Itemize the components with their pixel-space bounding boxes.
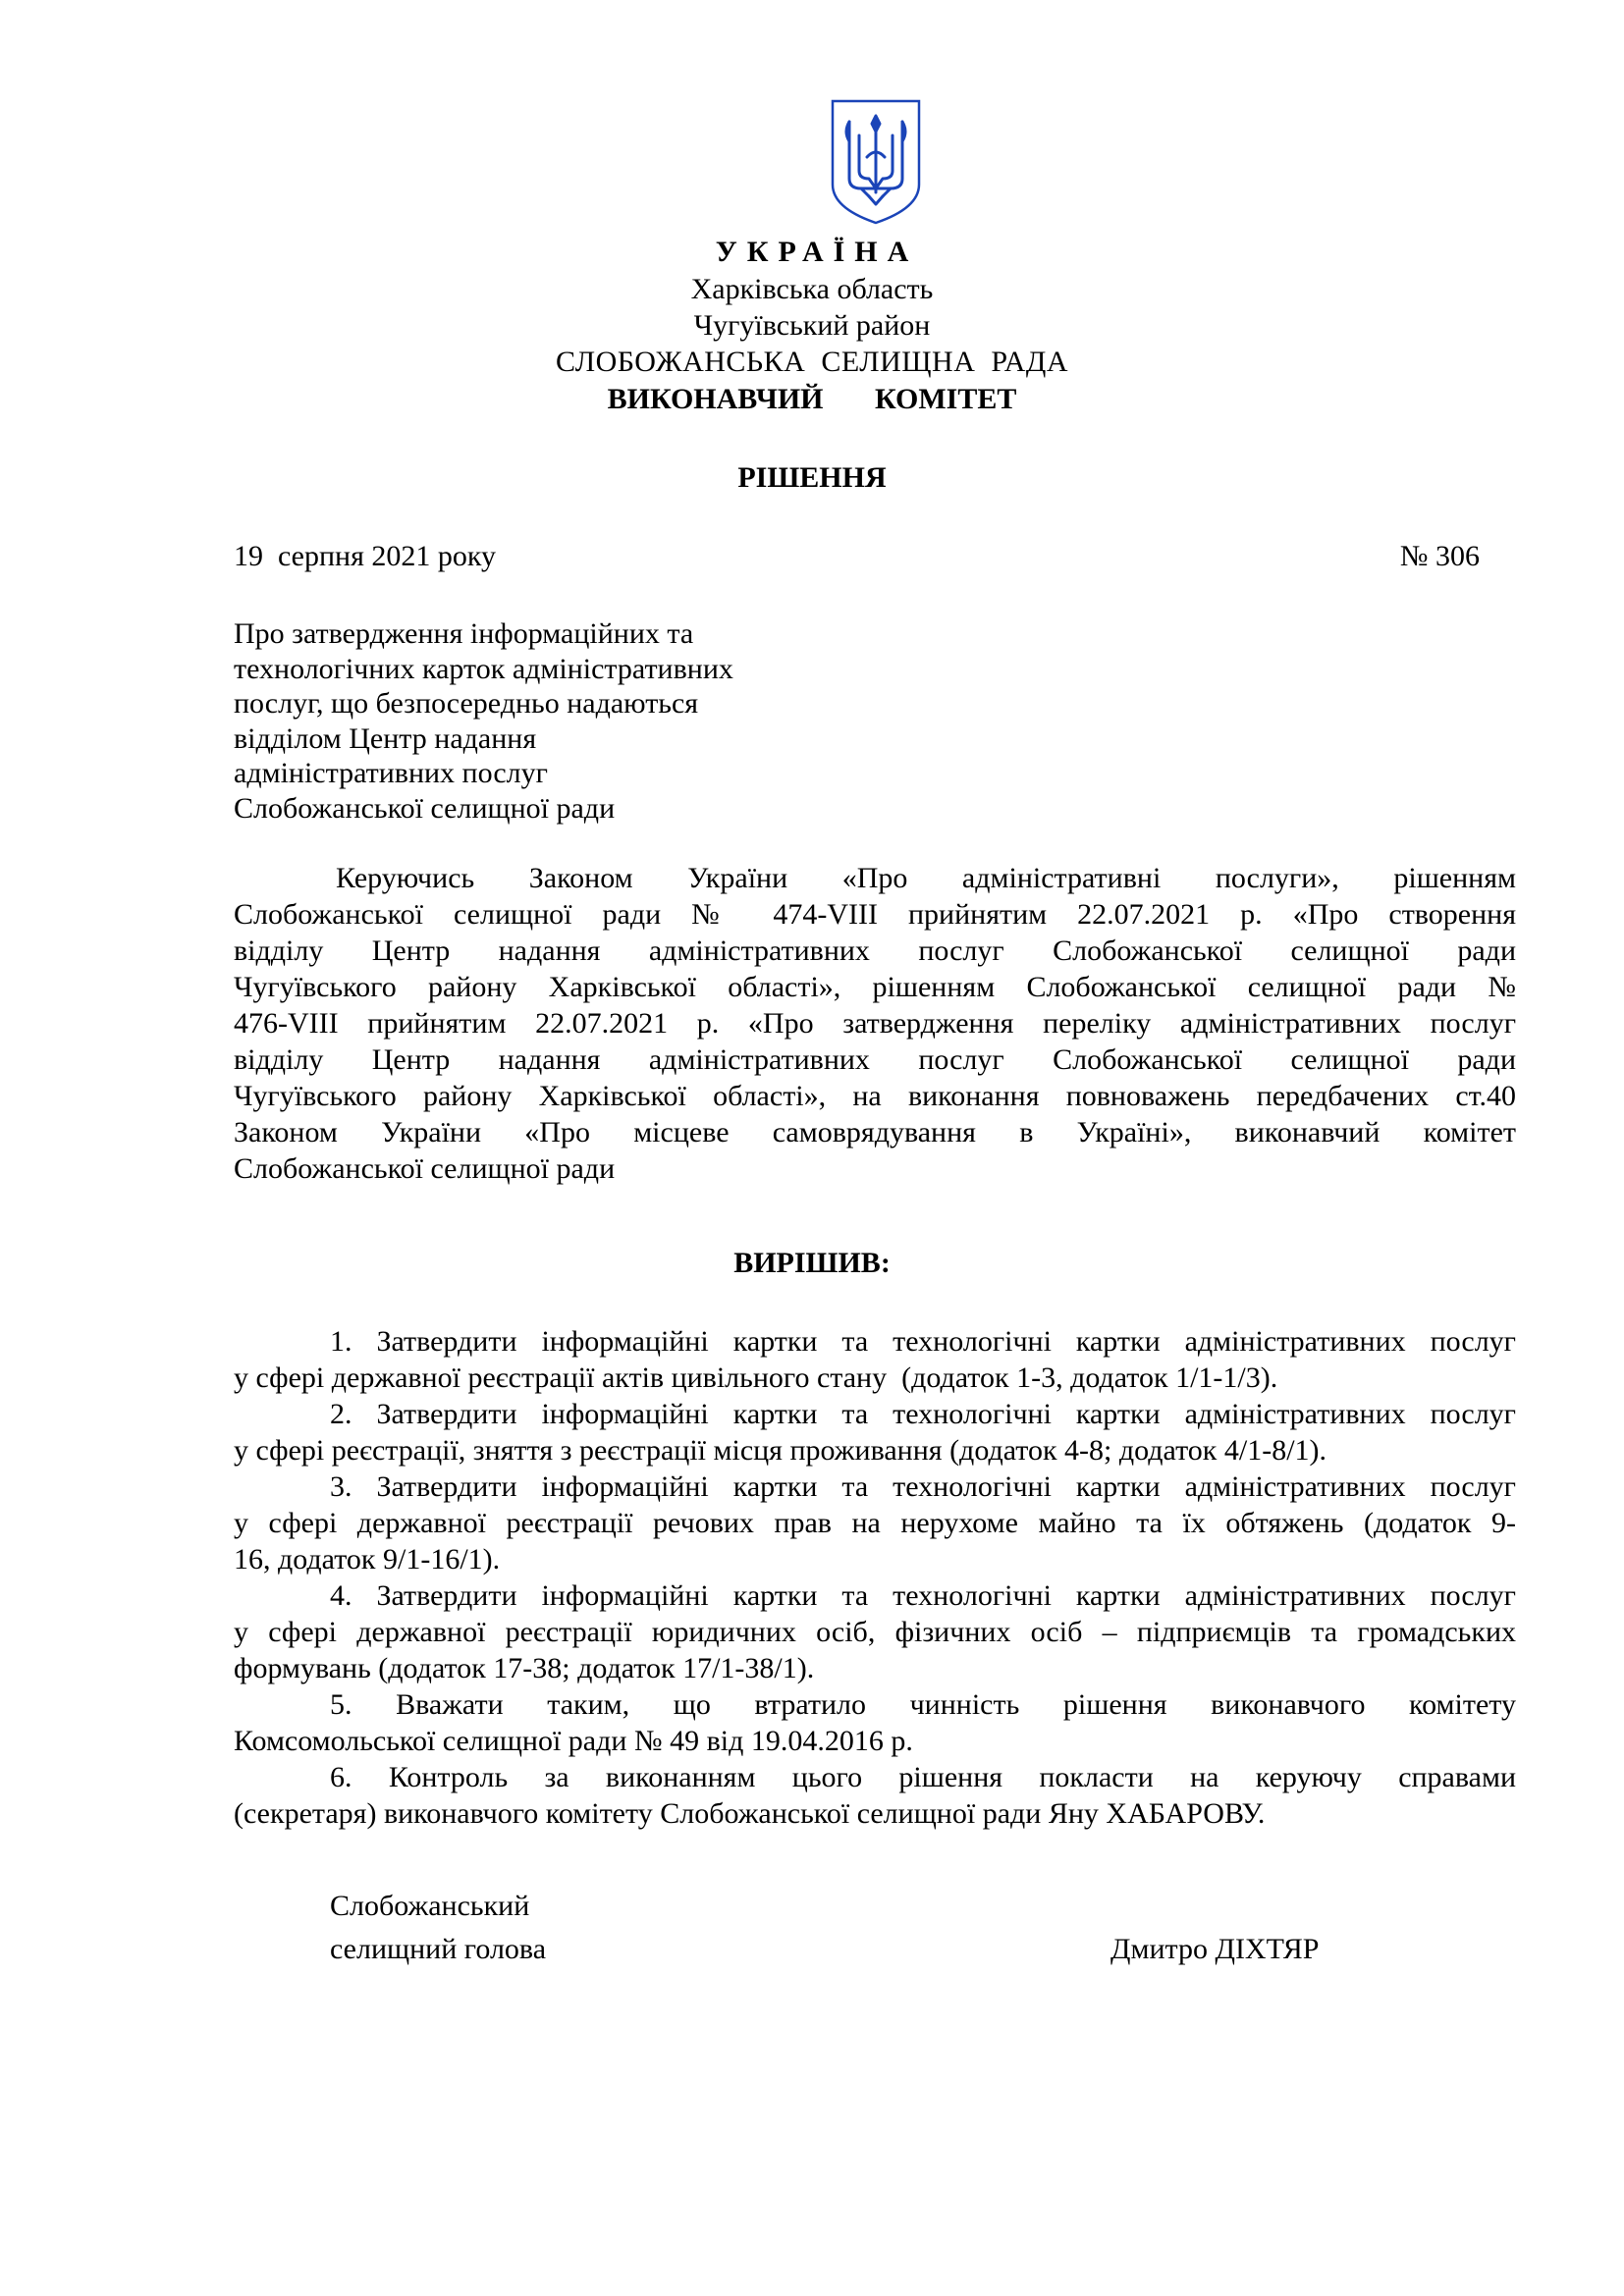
tryzub-emblem-icon xyxy=(830,98,922,226)
subject-line: Слобожанської селищної ради xyxy=(234,791,616,825)
item-3-line: 16, додаток 9/1-16/1). xyxy=(234,1543,501,1575)
item-2-line: у сфері реєстрації, зняття з реєстрації місця проживання (додаток 4-8; додаток 4/1-8/1). xyxy=(234,1434,1327,1467)
item-6-line: 6. Контроль за виконанням цього рішення покласти на керуючу справами xyxy=(330,1761,1516,1793)
item-1-line: у сфері державної реєстрації актів цивільного стану (додаток 1-3, додаток 1/1-1/3). xyxy=(234,1362,1278,1394)
subject-line: Про затвердження інформаційних та xyxy=(234,617,694,650)
item-4-line: 4. Затвердити інформаційні картки та технологічні картки адміністративних послуг xyxy=(330,1579,1516,1612)
preamble-line: Слобожанської селищної ради № 474-VIII прийнятим 22.07.2021 р. «Про створення xyxy=(234,898,1516,931)
item-4-line: у сфері державної реєстрації юридичних осіб, фізичних осіб – підприємців та громадських xyxy=(234,1616,1516,1648)
preamble-line: Законом України «Про місцеве самоврядування в Україні», виконавчий комітет xyxy=(234,1116,1516,1148)
preamble-line: Керуючись Законом України «Про адміністративні послуги», рішенням xyxy=(336,862,1516,894)
preamble-line: Слобожанської селищної ради xyxy=(234,1152,616,1185)
preamble-paragraph xyxy=(234,860,1516,1187)
preamble-line: Чугуївського району Харківської області», рішенням Слобожанської селищної ради № xyxy=(234,971,1516,1003)
item-3-line: 3. Затвердити інформаційні картки та технологічні картки адміністративних послуг xyxy=(330,1470,1516,1503)
resolution-items xyxy=(234,1323,1516,1832)
signature-name: Дмитро ДІХТЯР xyxy=(1110,1933,1320,1965)
subject-line: послуг, що безпосередньо надаються xyxy=(234,687,699,720)
item-3-line: у сфері державної реєстрації речових прав на нерухоме майно та їх обтяжень (додаток 9- xyxy=(234,1507,1516,1539)
committee-name: ВИКОНАВЧИЙ КОМІТЕТ xyxy=(607,383,1017,415)
signature-title-line: Слобожанський xyxy=(330,1890,530,1922)
document-subject xyxy=(234,616,784,826)
item-2-line: 2. Затвердити інформаційні картки та технологічні картки адміністративних послуг xyxy=(330,1398,1516,1430)
oblast-name: Харківська область xyxy=(690,273,934,305)
preamble-line: 476-VIII прийнятим 22.07.2021 р. «Про затвердження переліку адміністративних послуг xyxy=(234,1007,1516,1040)
country-name: УКРАЇНА xyxy=(715,236,919,268)
preamble-line: Чугуївського району Харківської області», на виконання повноважень передбачених ст.40 xyxy=(234,1080,1516,1112)
resolved-heading: ВИРІШИВ: xyxy=(733,1247,891,1279)
preamble-line: відділу Центр надання адміністративних послуг Слобожанської селищної ради xyxy=(234,1043,1516,1076)
subject-line: відділом Центр надання xyxy=(234,721,537,755)
item-4-line: формувань (додаток 17-38; додаток 17/1-38/1). xyxy=(234,1652,815,1684)
item-1-line: 1. Затвердити інформаційні картки та технологічні картки адміністративних послуг xyxy=(330,1325,1516,1358)
item-5-line: Комсомольської селищної ради № 49 від 19.04.2016 р. xyxy=(234,1725,913,1757)
raion-name: Чугуївський район xyxy=(693,309,931,342)
subject-line: адміністративних послуг xyxy=(234,757,548,789)
item-6-line: (секретаря) виконавчого комітету Слобожанської селищної ради Яну ХАБАРОВУ. xyxy=(234,1797,1266,1830)
signature-title-line: селищний голова xyxy=(330,1933,547,1965)
council-name: СЛОБОЖАНСЬКА СЕЛИЩНА РАДА xyxy=(555,346,1069,378)
subject-line: технологічних карток адміністративних xyxy=(234,652,733,685)
item-5-line: 5. Вважати таким, що втратило чинність рішення виконавчого комітету xyxy=(330,1688,1516,1721)
preamble-line: відділу Центр надання адміністративних послуг Слобожанської селищної ради xyxy=(234,934,1516,967)
document-number: № 306 xyxy=(1399,540,1480,572)
document-type-title: РІШЕННЯ xyxy=(737,461,887,494)
document-date: 19 серпня 2021 року xyxy=(234,540,497,572)
signature-title xyxy=(330,1885,546,1971)
